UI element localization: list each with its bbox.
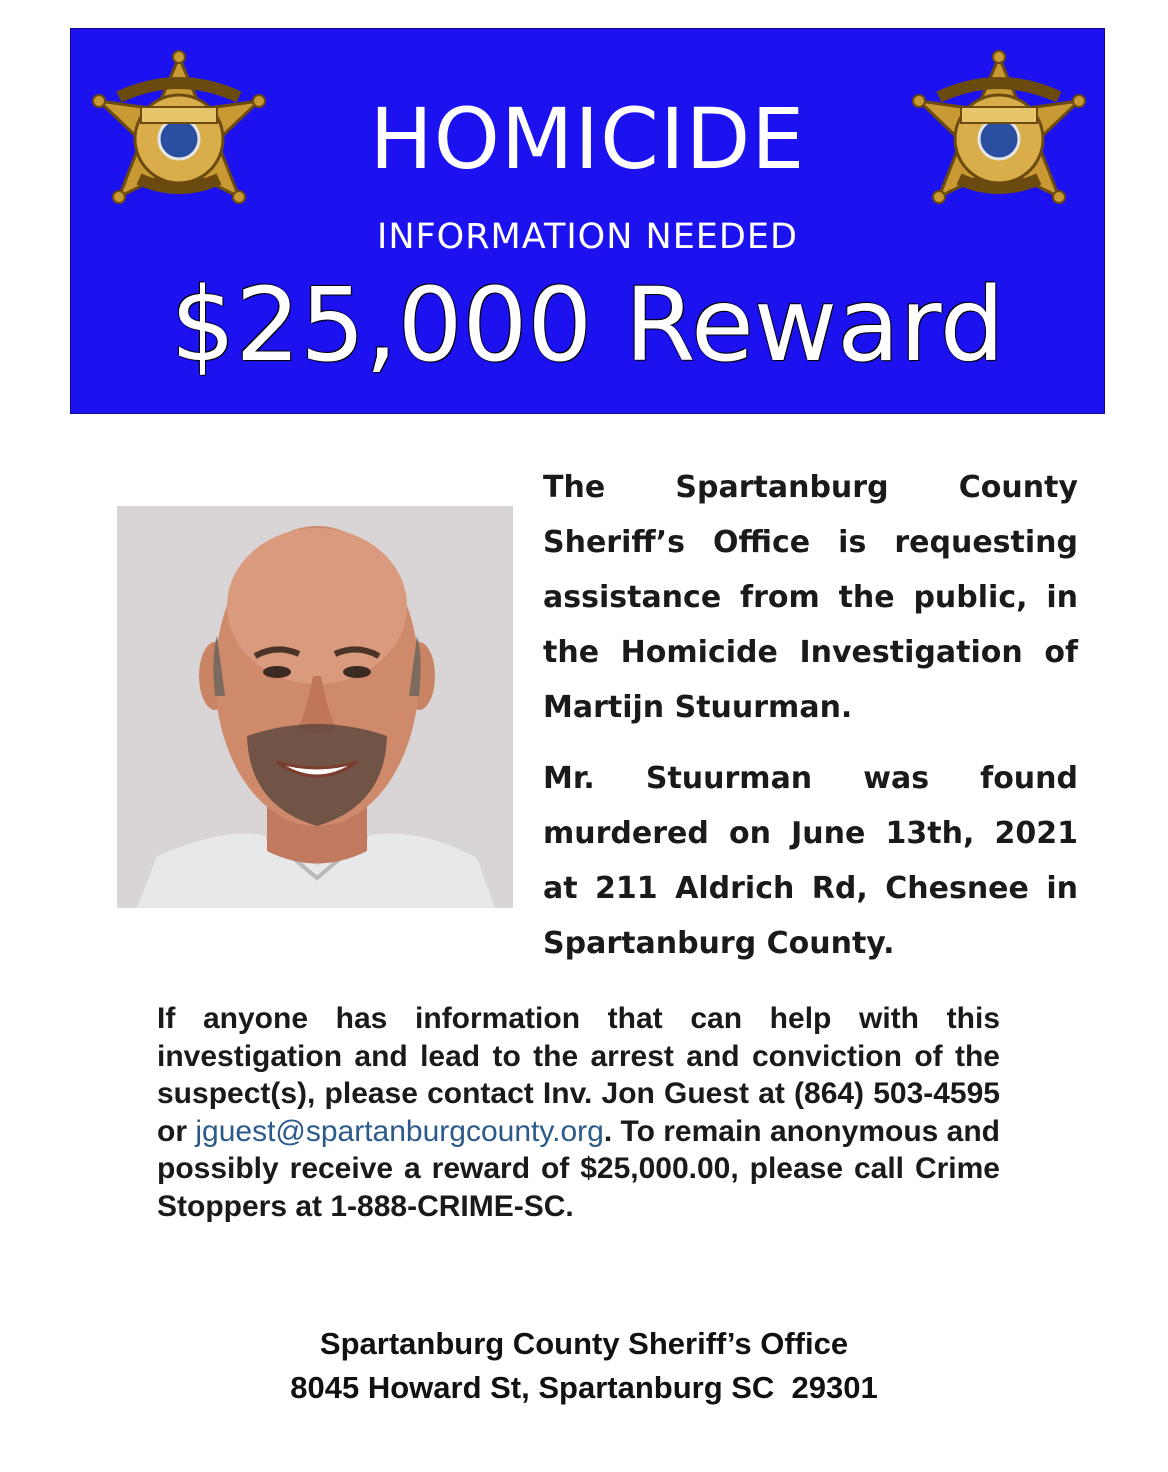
contact-text-after: . To remain anonymous and possibly receive a reward of $25,000.00, please call Crime Stoppers at 1-888-CRIME-SC. xyxy=(157,1114,1000,1223)
victim-photo xyxy=(117,506,513,908)
banner-subtitle: INFORMATION NEEDED xyxy=(377,217,798,257)
intro-text xyxy=(543,460,1078,971)
banner-title: HOMICIDE xyxy=(369,90,806,188)
contact-text-before: If anyone has information that can help with this investigation and lead to the arrest and conviction of the suspect(s), please contact Inv. Jon Guest at (864) 503-4595 or xyxy=(157,1002,1000,1148)
footer-address xyxy=(0,1322,1168,1410)
footer-street-address: 8045 Howard St, Spartanburg SC 29301 xyxy=(290,1370,878,1405)
contact-email-link[interactable]: jguest@spartanburgcounty.org xyxy=(195,1114,604,1148)
intro-paragraph-1: The Spartanburg County Sheriff’s Office is requesting assistance from the public, in the Homicide Investigation of Martijn Stuurman. xyxy=(543,470,1078,725)
homicide-banner xyxy=(70,28,1105,414)
victim-portrait-icon xyxy=(117,506,513,908)
footer-office-name: Spartanburg County Sheriff’s Office xyxy=(319,1326,849,1361)
reward-amount: $25,000 Reward xyxy=(170,266,1005,385)
intro-paragraph-2: Mr. Stuurman was found murdered on June 13th, 2021 at 211 Aldrich Rd, Chesnee in Spartanburg County. xyxy=(543,761,1078,961)
contact-paragraph xyxy=(157,1000,1000,1225)
